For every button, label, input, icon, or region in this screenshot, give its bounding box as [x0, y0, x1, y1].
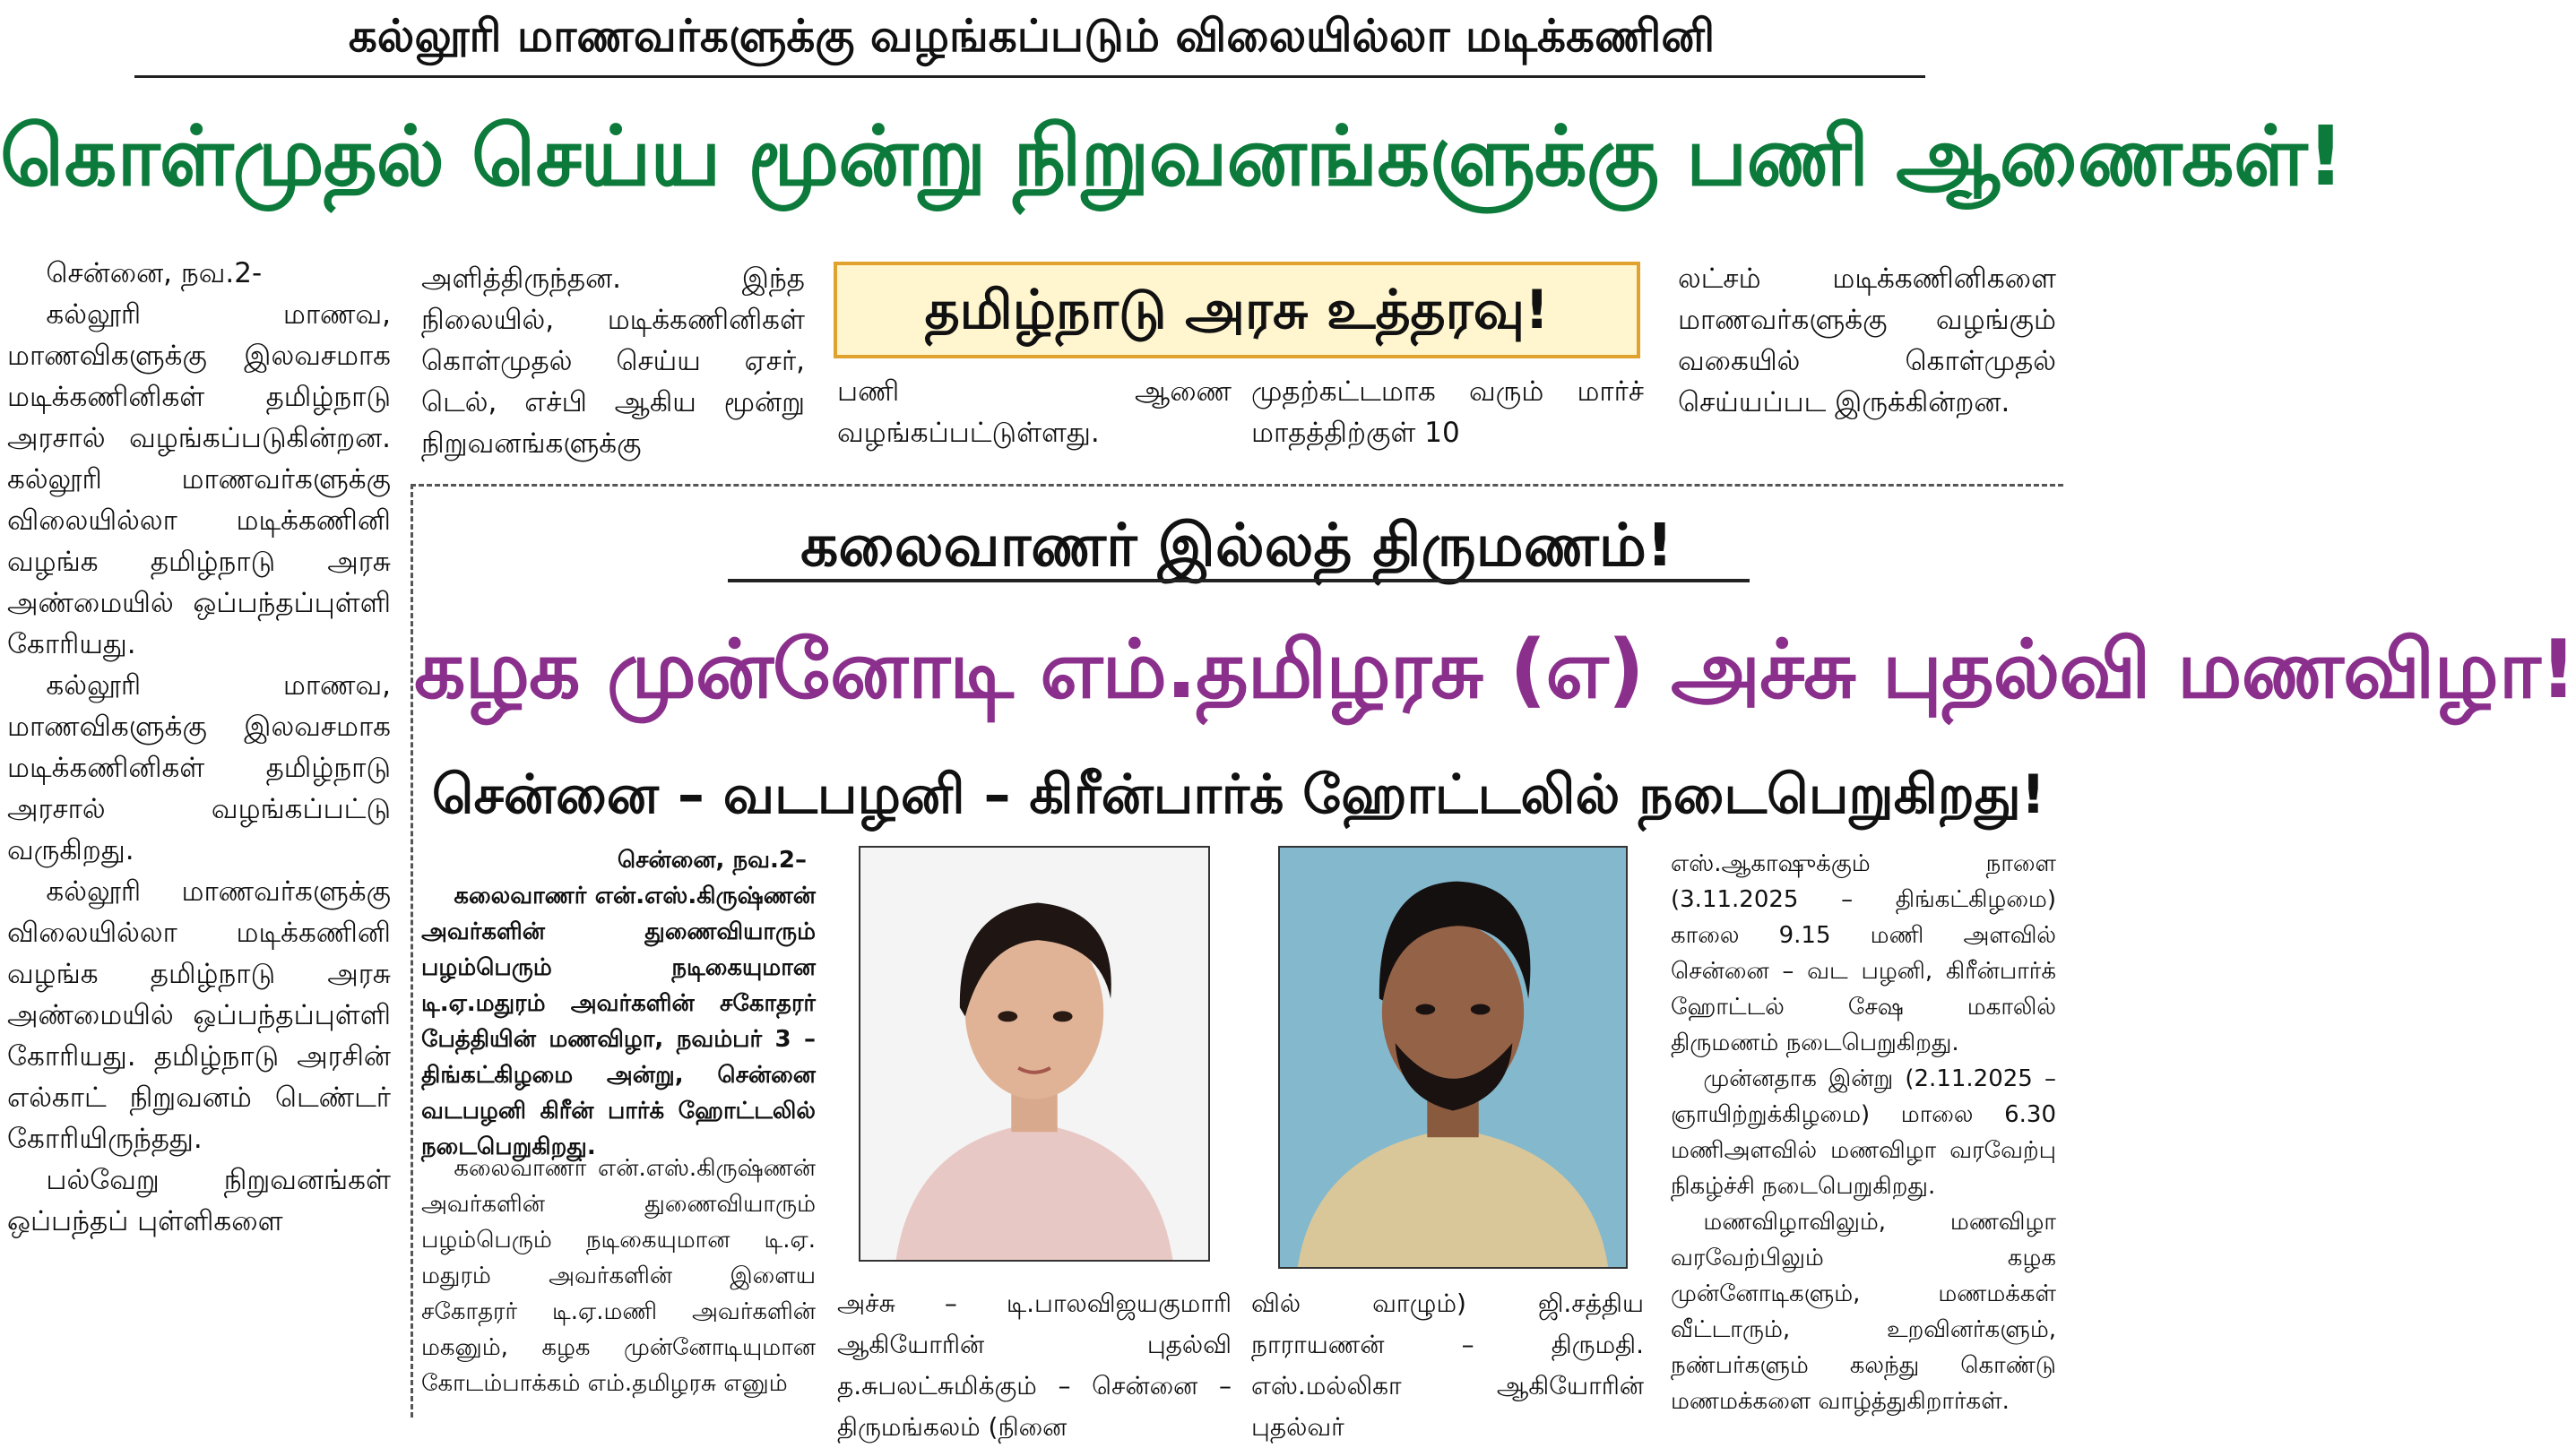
article-column-3 — [837, 371, 1232, 453]
lead-paragraph — [421, 842, 816, 1165]
divider — [411, 484, 2063, 487]
article-column-c — [1671, 846, 2056, 1419]
article-column-2 — [421, 258, 805, 464]
paragraph: கல்லூரி மாணவர்களுக்கு விலையில்லா மடிக்கணினி வழங்க தமிழ்நாடு அரசு அண்மையில் ஒப்பந்தப்புள்ளி கோரியது. தமிழ்நாடு அரசின் எல்காட் நிறுவனம் டெண்டர் கோரியிருந்தது. — [7, 875, 391, 1155]
caption-text: வில் வாழும்) ஜி.சத்திய நாராயணன் – திருமதி. எஸ்.மல்லிகா ஆகியோரின் புதல்வர் — [1251, 1289, 1644, 1442]
paragraph: லட்சம் மடிக்கணினிகளை மாணவர்களுக்கு வழங்கும் வகையில் கொள்முதல் செய்யப்பட இருக்கின்றன. — [1678, 263, 2056, 418]
divider — [728, 579, 1750, 582]
divider — [411, 484, 413, 1418]
paragraph: கலைவாணர் என்.எஸ்.கிருஷ்ணன் அவர்களின் துணைவியாரும் பழம்பெரும் நடிகையுமான டி.ஏ.மதுரம் அவர்களின் சகோதரர் பேத்தியின் மணவிழா, நவம்பர் 3 – திங்கட்கிழமை அன்று, சென்னை வடபழனி கிரீன் பார்க் ஹோட்டலில் நடைபெறுகிறது. — [421, 883, 816, 1160]
paragraph: எஸ்.ஆகாஷுக்கும் நாளை (3.11.2025 – திங்கட்கிழமை) காலை 9.15 மணி அளவில் சென்னை – வட பழனி, கிரீன்பார்க் ஹோட்டல் சேஷ மகாலில் திருமணம் நடைபெறுகிறது. — [1671, 850, 2056, 1056]
sub-headline: சென்னை – வடபழனி – கிரீன்பார்க் ஹோட்டலில் நடைபெறுகிறது! — [431, 763, 2046, 826]
groom-photo — [1278, 846, 1628, 1269]
paragraph: மணவிழாவிலும், மணவிழா வரவேற்பிலும் கழக முன்னோடிகளும், மணமக்கள் வீட்டாரும், உறவினர்களும், நண்பர்களும் கலந்து கொண்டு மணமக்களை வாழ்த்துகிறார்கள். — [1671, 1209, 2056, 1415]
paragraph: முதற்கட்டமாக வரும் மார்ச் மாதத்திற்குள் 10 — [1251, 375, 1644, 449]
second-headline: கழக முன்னோடி எம்.தமிழரசு (எ) அச்சு புதல்வி மணவிழா! — [414, 623, 2576, 717]
photo-caption — [837, 1283, 1232, 1448]
dateline: சென்னை, நவ.2- — [46, 257, 263, 289]
photo-caption — [1251, 1283, 1644, 1448]
article-column-5 — [1678, 258, 2056, 423]
paragraph: முன்னதாக இன்று (2.11.2025 – ஞாயிற்றுக்கிழமை) மாலை 6.30 மணிஅளவில் மணவிழா வரவேற்பு நிகழ்ச்சி நடைபெறுகிறது. — [1671, 1065, 2056, 1200]
kicker-headline: கல்லூரி மாணவர்களுக்கு வழங்கப்படும் விலையில்லா மடிக்கணினி — [348, 10, 1716, 62]
paragraph: கல்லூரி மாணவ, மாணவிகளுக்கு இலவசமாக மடிக்கணினிகள் தமிழ்நாடு அரசால் வழங்கப்படுகின்றன. கல்லூரி மாணவர்களுக்கு விலையில்லா மடிக்கணினி வழங்க தமிழ்நாடு அரசு அண்மையில் ஒப்பந்தப்புள்ளி கோரியது. — [7, 298, 391, 660]
article-column-4 — [1251, 371, 1644, 453]
article-column-a — [421, 1151, 816, 1401]
section-subhead: கலைவாணர் இல்லத் திருமணம்! — [800, 511, 1673, 580]
article-column-1 — [7, 253, 391, 1242]
paragraph: கல்லூரி மாணவ, மாணவிகளுக்கு இலவசமாக மடிக்கணினிகள் தமிழ்நாடு அரசால் வழங்கப்பட்டு வருகிறது. — [7, 669, 391, 866]
boxed-headline: தமிழ்நாடு அரசு உத்தரவு! — [834, 262, 1640, 358]
paragraph: அளித்திருந்தன. இந்த நிலையில், மடிக்கணினிகள் கொள்முதல் செய்ய ஏசர், டெல், எச்பி ஆகிய மூன்று நிறுவனங்களுக்கு — [421, 263, 805, 460]
bride-photo — [859, 846, 1210, 1262]
paragraph: கலைவாணர் என்.எஸ்.கிருஷ்ணன் அவர்களின் துணைவியாரும் பழம்பெரும் நடிகையுமான டி.ஏ. மதுரம் அவர்களின் இளைய சகோதரர் டி.ஏ.மணி அவர்களின் மகனும், கழக முன்னோடியுமான கோடம்பாக்கம் எம்.தமிழரசு எனும் — [421, 1155, 816, 1397]
paragraph: பல்வேறு நிறுவனங்கள் ஒப்பந்தப் புள்ளிகளை — [7, 1164, 391, 1237]
paragraph: பணி ஆணை வழங்கப்பட்டுள்ளது. — [837, 375, 1232, 449]
caption-text: அச்சு – டி.பாலவிஜயகுமாரி ஆகியோரின் புதல்வி த.சுபலட்சுமிக்கும் – சென்னை – திருமங்கலம் (நினை — [837, 1289, 1232, 1442]
dateline: சென்னை, நவ.2– — [617, 847, 807, 874]
main-headline: கொள்முதல் செய்ய மூன்று நிறுவனங்களுக்கு பணி ஆணைகள்! — [0, 108, 2344, 204]
divider — [134, 75, 1925, 78]
